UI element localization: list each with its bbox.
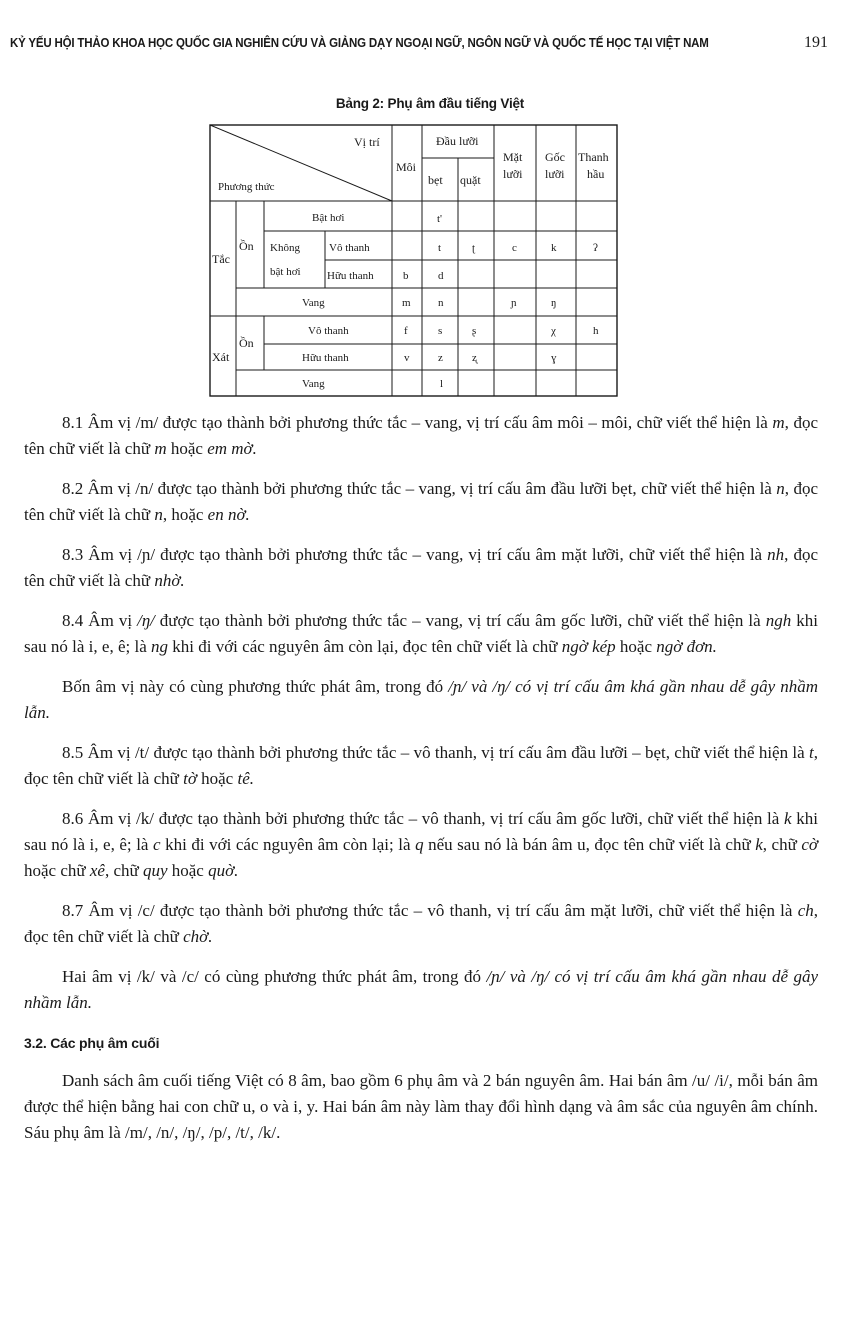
table-cell: v [404, 352, 410, 364]
table-cell: c [512, 242, 517, 254]
row-bat-hoi: Bật hơi [312, 212, 345, 224]
table-cell: k [551, 242, 557, 254]
paragraph-8-7: 8.7 Âm vị /c/ được tạo thành bởi phương thức tắc – vô thanh, vị trí cấu âm mặt lưỡi, chữ viết thể hiện là ch, đọc tên chữ viết là chữ chờ. [24, 901, 818, 946]
table-caption: Bảng 2: Phụ âm đầu tiếng Việt [335, 96, 525, 111]
table-cell: s [438, 325, 443, 337]
row-huu-thanh-xat: Hữu thanh [302, 352, 349, 364]
consonant-table [0, 0, 860, 400]
row-vang-tac: Vang [302, 297, 325, 309]
paragraph-8-6: 8.6 Âm vị /k/ được tạo thành bởi phương thức tắc – vô thanh, vị trí cấu âm gốc lưỡi, chữ viết thể hiện là k khi sau nó là i, e, ê; là c khi đi với các nguyên âm còn lại; là q nếu sau nó là bán âm u, đọc tên chữ viết là chữ k, chữ cờ hoặc chữ xê, chữ quy hoặc quờ. [24, 809, 818, 880]
header-goc-luoi: Gốc [545, 150, 565, 164]
body-text [24, 410, 818, 1160]
row-khong-bat-hoi: Không [270, 242, 300, 254]
header-mat-luoi-2: lưỡi [503, 167, 523, 181]
table-cell: ŋ [551, 297, 557, 309]
table-cell: ɣ [551, 352, 557, 364]
table-cell: l [440, 378, 444, 390]
paragraph-8-1: 8.1 Âm vị /m/ được tạo thành bởi phương thức tắc – vang, vị trí cấu âm môi – môi, chữ viết thể hiện là m, đọc tên chữ viết là chữ m hoặc em mờ. [24, 413, 819, 458]
paragraph-final-consonants: Danh sách âm cuối tiếng Việt có 8 âm, bao gồm 6 phụ âm và 2 bán nguyên âm. Hai bán âm /u/ /i/, mỗi bán âm được thể hiện bằng hai con chữ u, o và i, y. Hai bán âm này làm thay đổi hình dạng và âm sắc của nguyên âm chính. Sáu phụ âm là /m/, /n/, /ŋ/, /p/, /t/, /k/. [24, 1071, 818, 1142]
row-khong-bat-hoi-2: bật hơi [270, 266, 301, 278]
running-title: KỶ YẾU HỘI THẢO KHOA HỌC QUỐC GIA NGHIÊN CỨU VÀ GIẢNG DẠY NGOẠI NGỮ, NGÔN NGỮ VÀ QUỐC TẾ HỌC TẠI VIỆT NAM [10, 36, 709, 50]
header-bet: bẹt [428, 173, 443, 187]
paragraph-8-4: 8.4 Âm vị /ŋ/ được tạo thành bởi phương thức tắc – vang, vị trí cấu âm gốc lưỡi, chữ viết thể hiện là ngh khi sau nó là i, e, ê; là ng khi đi với các nguyên âm còn lại, đọc tên chữ viết là chữ ngờ kép hoặc ngờ đơn. [24, 611, 818, 656]
header-vi-tri: Vị trí [354, 135, 380, 149]
header-thanh-hau: Thanh [578, 150, 609, 164]
header-mat-luoi: Mặt [503, 150, 523, 164]
row-vang-xat: Vang [302, 378, 325, 390]
header-goc-luoi-2: lưỡi [545, 167, 565, 181]
table-cell: f [404, 325, 408, 337]
row-vo-thanh-tac: Vô thanh [329, 242, 370, 254]
header-quat: quặt [460, 173, 481, 187]
page-number: 191 [804, 34, 828, 51]
table-cell: ʐ [472, 352, 477, 364]
table-cell: t' [437, 213, 443, 225]
paragraph-8-2: 8.2 Âm vị /n/ được tạo thành bởi phương thức tắc – vang, vị trí cấu âm đầu lưỡi bẹt, chữ viết thể hiện là n, đọc tên chữ viết là chữ n, hoặc en nờ. [24, 479, 819, 524]
paragraph-8-3: 8.3 Âm vị /ɲ/ được tạo thành bởi phương thức tắc – vang, vị trí cấu âm mặt lưỡi, chữ viết thể hiện là nh, đọc tên chữ viết là chữ nhờ. [24, 545, 819, 590]
header-moi: Môi [396, 160, 417, 174]
header-phuong-thuc: Phương thức [218, 181, 275, 193]
header-thanh-hau-2: hầu [587, 167, 605, 181]
table-cell: d [438, 270, 444, 282]
table-cell: ʈ [472, 242, 476, 254]
table-cell: ʂ [472, 325, 477, 337]
header-dau-luoi: Đầu lưỡi [436, 134, 479, 148]
table-cell: n [438, 297, 444, 309]
section-heading-3-2: 3.2. Các phụ âm cuối [24, 1035, 160, 1051]
paragraph-bon-am-vi: Bốn âm vị này có cùng phương thức phát âm, trong đó /ɲ/ và /ŋ/ có vị trí cấu âm khá gần nhau dễ gây nhầm lẫn. [24, 677, 818, 722]
row-huu-thanh-tac: Hữu thanh [327, 270, 374, 282]
paragraph-hai-am-vi: Hai âm vị /k/ và /c/ có cùng phương thức phát âm, trong đó /ɲ/ và /ŋ/ có vị trí cấu âm khá gần nhau dễ gây nhầm lẫn. [24, 967, 819, 1012]
table-cell: h [593, 325, 599, 337]
row-on-tac: Ồn [239, 239, 254, 253]
row-tac: Tắc [212, 252, 230, 266]
row-vo-thanh-xat: Vô thanh [308, 325, 349, 337]
table-cell: z [438, 352, 443, 364]
row-xat: Xát [212, 350, 230, 364]
table-cell: χ [551, 325, 556, 337]
paragraph-8-5: 8.5 Âm vị /t/ được tạo thành bởi phương thức tắc – vô thanh, vị trí cấu âm đầu lưỡi – bẹt, chữ viết thể hiện là t, đọc tên chữ viết là chữ tờ hoặc tê. [24, 743, 818, 788]
table-cell: b [403, 270, 409, 282]
table-cell: ɲ [511, 297, 517, 309]
table-cell: ʔ [593, 242, 598, 254]
table-cell: t [438, 242, 442, 254]
row-on-xat: Ồn [239, 336, 254, 350]
table-cell: m [402, 297, 411, 309]
